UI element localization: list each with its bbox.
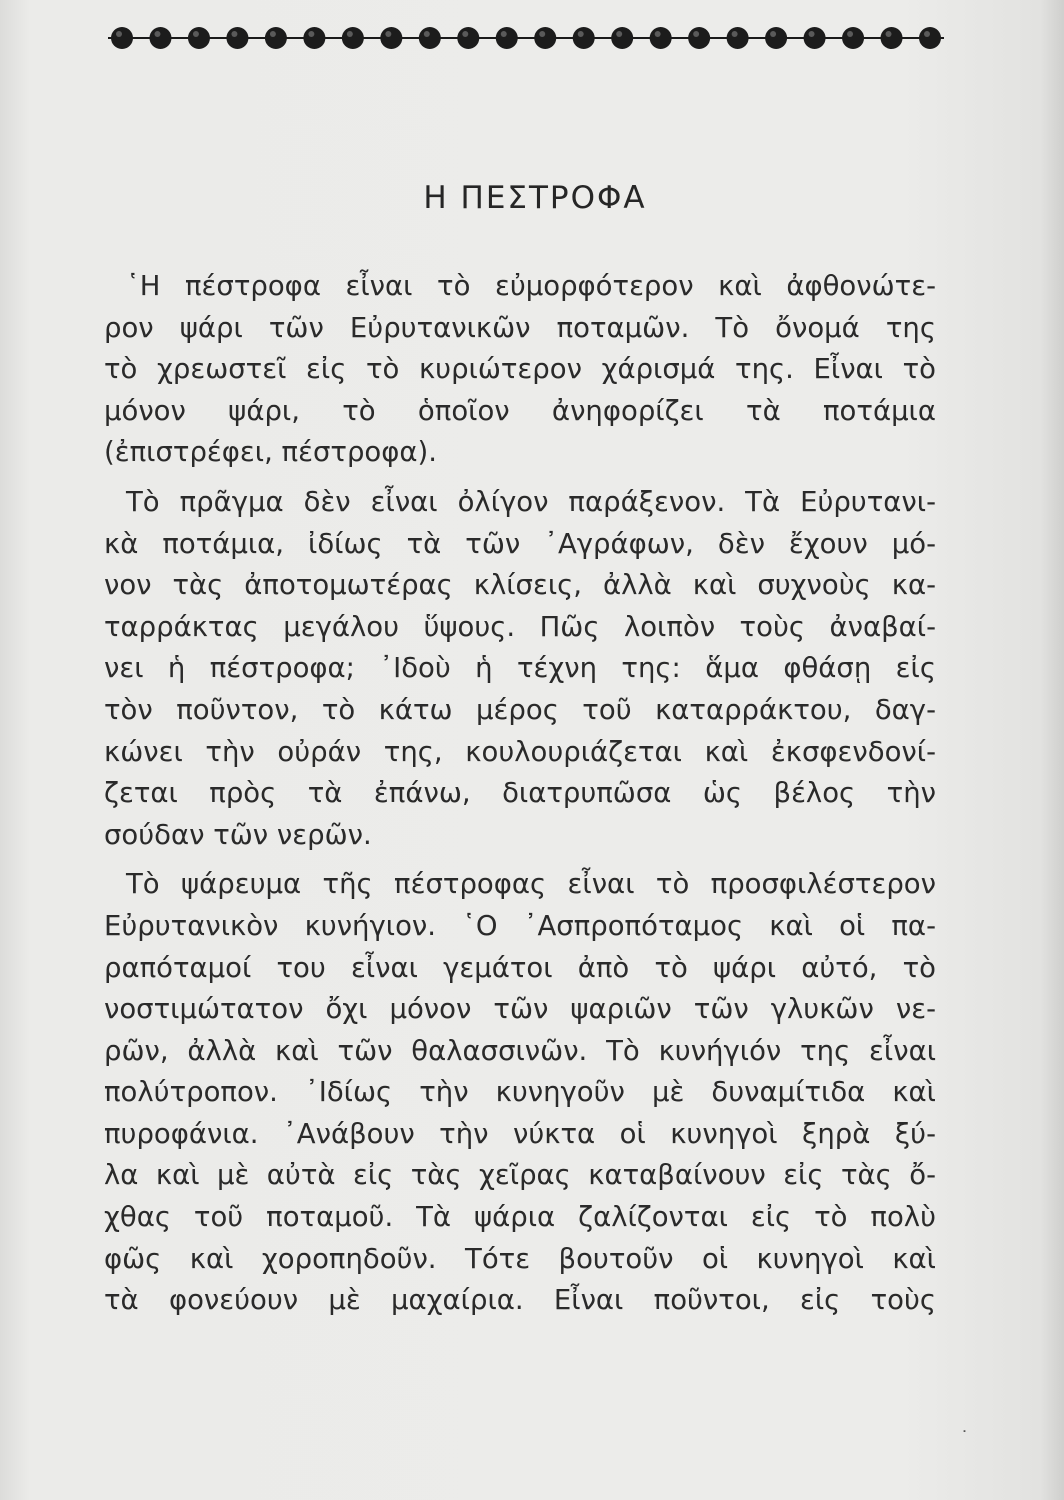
ornament-bead-highlight (539, 31, 545, 37)
ornament-bead (881, 27, 903, 49)
ornament-bead-highlight (501, 31, 507, 37)
ornament-bead-highlight (231, 31, 237, 37)
text-line: τὸ χρεωστεῖ εἰς τὸ κυριώτερον χάρισμά της. Εἶναι τὸ (104, 353, 936, 386)
ornament-bead (573, 27, 595, 49)
ornament-bead (226, 27, 248, 49)
ornament-bead-highlight (693, 31, 699, 37)
text-line: πολύτροπον. ᾿Ιδίως τὴν κυνηγοῦν μὲ δυναμίτιδα καὶ (104, 1076, 936, 1109)
text-line: (ἐπιστρέφει, πέστροφα). (104, 436, 437, 469)
ornament-bead (919, 27, 941, 49)
page-speck: ˙ (960, 1428, 969, 1449)
text-line: πυροφάνια. ᾿Ανάβουν τὴν νύκτα οἱ κυνηγοὶ ξηρὰ ξύ- (104, 1117, 936, 1150)
ornament-bead (380, 27, 402, 49)
ornament-bead (303, 27, 325, 49)
ornament-bead (188, 27, 210, 49)
ornament-bead (496, 27, 518, 49)
ornament-bead-highlight (116, 31, 122, 37)
ornament-bead-highlight (655, 31, 661, 37)
ornament-bead-highlight (578, 31, 584, 37)
ornament-bead-highlight (924, 31, 930, 37)
text-line: Τὸ ψάρευμα τῆς πέστροφας εἶναι τὸ προσφιλέστερον (126, 868, 936, 901)
text-line: ρῶν, ἀλλὰ καὶ τῶν θαλασσινῶν. Τὸ κυνήγιόν της εἶναι (104, 1034, 936, 1067)
text-line: σούδαν τῶν νερῶν. (104, 818, 372, 851)
text-line: τὸν ποῦντον, τὸ κάτω μέρος τοῦ καταρράκτου, δαγ- (104, 693, 936, 726)
text-line: Εὐρυτανικὸν κυνήγιον. ῾Ο ᾿Ασπροπόταμος καὶ οἱ πα- (104, 909, 936, 942)
ornament-bead-highlight (347, 31, 353, 37)
text-line: κώνει τὴν οὐράν της, κουλουριάζεται καὶ ἐκσφενδονί- (104, 735, 936, 768)
ornament-bead (457, 27, 479, 49)
ornament-bead-highlight (847, 31, 853, 37)
text-line: κὰ ποτάμια, ἰδίως τὰ τῶν ᾿Αγράφων, δὲν ἔχουν μό- (104, 527, 936, 560)
ornament-bead (265, 27, 287, 49)
ornament-bead-highlight (154, 31, 160, 37)
paragraph-gap (104, 856, 936, 864)
beaded-ornament-border (108, 24, 944, 52)
text-line: ζεται πρὸς τὰ ἐπάνω, διατρυπῶσα ὡς βέλος τὴν (104, 777, 936, 810)
ornament-bead-highlight (770, 31, 776, 37)
ornament-bead-highlight (732, 31, 738, 37)
ornament-bead (342, 27, 364, 49)
ornament-bead-highlight (424, 31, 430, 37)
ornament-bead-highlight (385, 31, 391, 37)
ornament-bead-highlight (308, 31, 314, 37)
text-line: ῾Η πέστροφα εἶναι τὸ εὐμορφότερον καὶ ἀφθονώτε- (126, 270, 936, 302)
ornament-bead (419, 27, 441, 49)
ornament-bead (765, 27, 787, 49)
ornament-bead (650, 27, 672, 49)
ornament-bead-highlight (886, 31, 892, 37)
chapter-title: Η ΠΕΣΤΡΟΦΑ (423, 180, 647, 216)
text-line: ταρράκτας μεγάλου ὕψους. Πῶς λοιπὸν τοὺς ἀναβαί- (104, 610, 936, 643)
ornament-bead-highlight (193, 31, 199, 37)
text-line: χθας τοῦ ποταμοῦ. Τὰ ψάρια ζαλίζονται εἰς τὸ πολὺ (104, 1201, 936, 1234)
text-line: τὰ φονεύουν μὲ μαχαίρια. Εἶναι ποῦντοι, εἰς τοὺς (104, 1284, 936, 1317)
text-line: ραπόταμοί του εἶναι γεμάτοι ἀπὸ τὸ ψάρι αὐτό, τὸ (104, 951, 936, 984)
paragraph-gap (104, 474, 936, 482)
ornament-bead (149, 27, 171, 49)
ornament-bead (111, 27, 133, 49)
text-line: νοστιμώτατον ὄχι μόνον τῶν ψαριῶν τῶν γλυκῶν νε- (104, 993, 936, 1026)
ornament-bead-highlight (809, 31, 815, 37)
text-line: νον τὰς ἀποτομωτέρας κλίσεις, ἀλλὰ καὶ συχνοὺς κα- (104, 569, 936, 602)
ornament-bead (804, 27, 826, 49)
ornament-bead (611, 27, 633, 49)
ornament-bead (688, 27, 710, 49)
text-line: ρον ψάρι τῶν Εὐρυτανικῶν ποταμῶν. Τὸ ὄνομά της (104, 311, 936, 344)
text-line: λα καὶ μὲ αὐτὰ εἰς τὰς χεῖρας καταβαίνουν εἰς τὰς ὄ- (104, 1159, 936, 1192)
text-line: Τὸ πρᾶγμα δὲν εἶναι ὀλίγον παράξενον. Τὰ Εὐρυτανι- (126, 485, 936, 518)
text-line: μόνον ψάρι, τὸ ὁποῖον ἀνηφορίζει τὰ ποτάμια (104, 394, 936, 427)
ornament-bead (727, 27, 749, 49)
text-line: φῶς καὶ χοροπηδοῦν. Τότε βουτοῦν οἱ κυνηγοὶ καὶ (104, 1242, 936, 1275)
ornament-bead-highlight (270, 31, 276, 37)
body-text (104, 266, 936, 1322)
text-line: νει ἡ πέστροφα; ᾿Ιδοὺ ἡ τέχνη της: ἅμα φθάσῃ εἰς (104, 652, 936, 685)
ornament-bead (842, 27, 864, 49)
ornament-bead-highlight (462, 31, 468, 37)
ornament-bead (534, 27, 556, 49)
ornament-bead-highlight (616, 31, 622, 37)
